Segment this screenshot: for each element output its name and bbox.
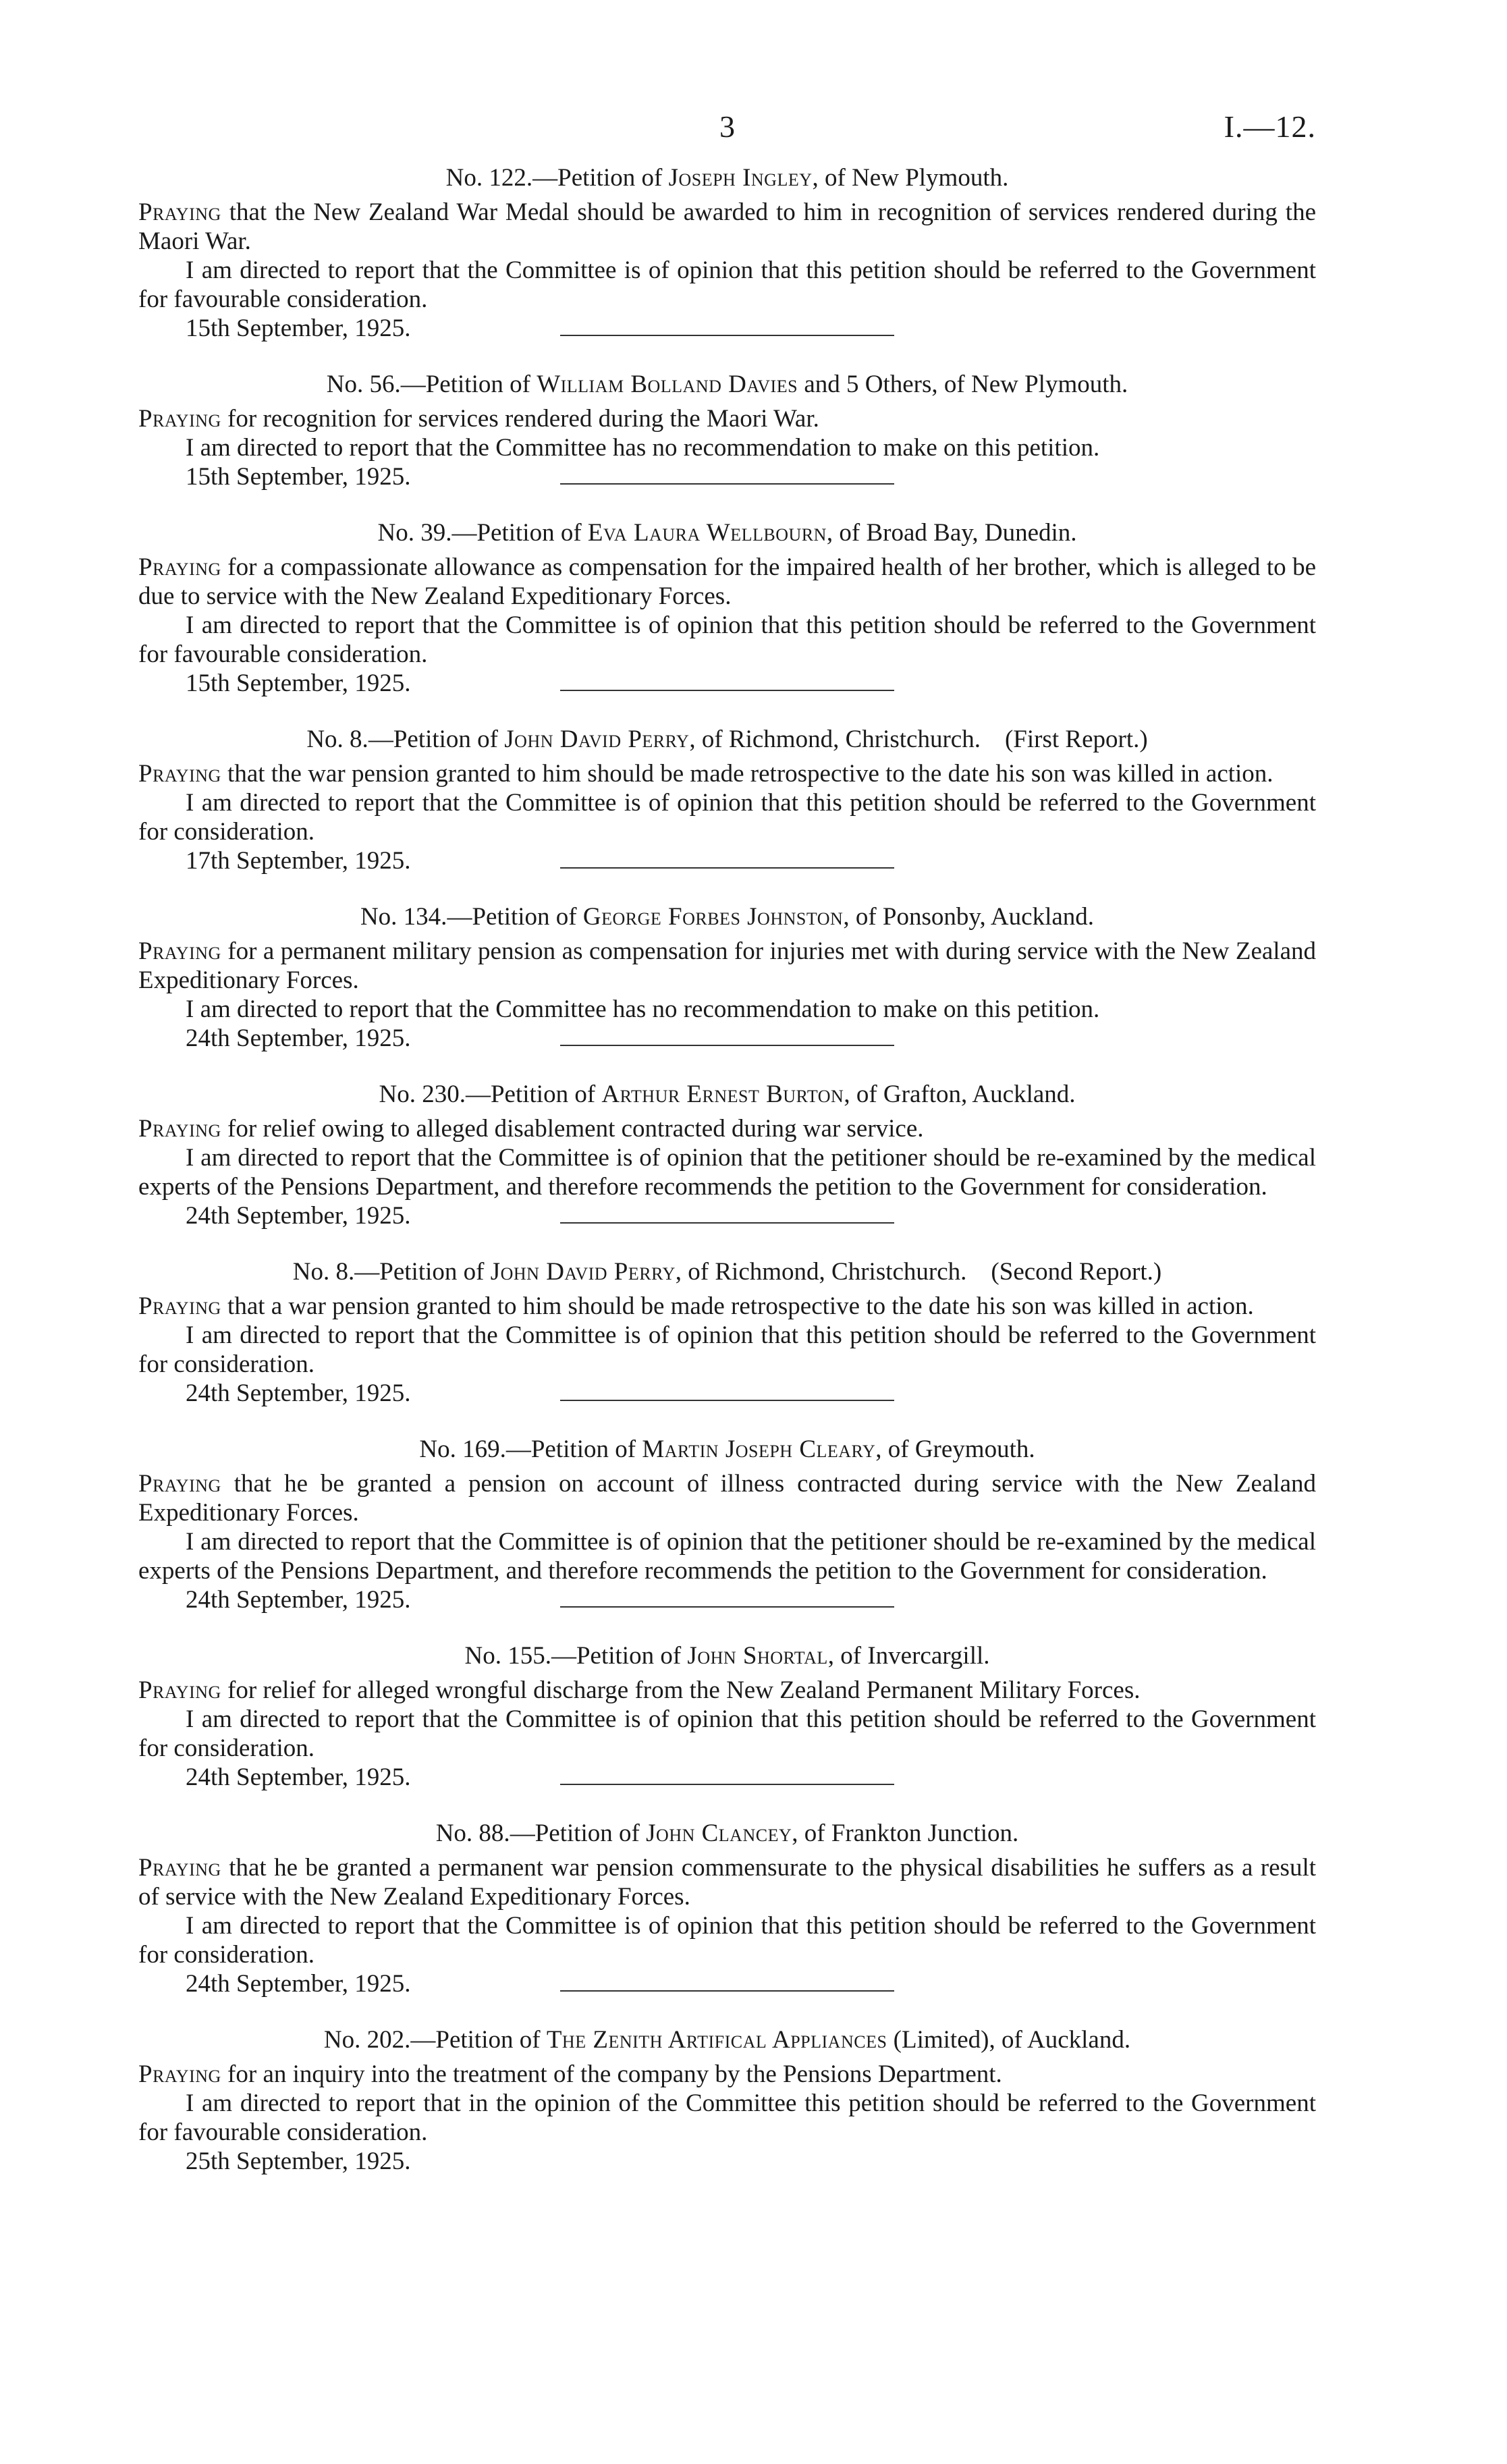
separator-rule: [560, 1045, 894, 1046]
praying-label: Praying: [138, 1470, 221, 1498]
petition-title: No. 155.—Petition of John Shortal, of Invercargill.: [464, 1642, 990, 1670]
petition-entry: [138, 370, 1316, 491]
of-label: of: [856, 1080, 877, 1108]
prayer-text: for an inquiry into the treatment of the company by the Pensions Department.: [227, 2060, 1002, 2088]
petitioner-place: Frankton Junction: [831, 1819, 1013, 1847]
petition-of-label: —Petition of: [465, 1080, 596, 1108]
prayer-text: that a war pension granted to him should be made retrospective to the date his son was killed in action.: [227, 1292, 1254, 1320]
petition-of-label: —Petition of: [551, 1642, 682, 1670]
petition-number: No. 169.: [419, 1435, 506, 1463]
petition-entry: [138, 1080, 1316, 1230]
praying-label: Praying: [138, 2060, 221, 2088]
petitioner-name: John Shortal: [687, 1642, 828, 1670]
date-row: [138, 1024, 1316, 1053]
petitioner-place: Auckland: [1027, 2026, 1124, 2054]
petition-title: No. 169.—Petition of Martin Joseph Cleary, of Greymouth.: [419, 1435, 1035, 1463]
of-label: of: [943, 371, 965, 398]
petition-title: No. 8.—Petition of John David Perry, of Richmond, Christchurch. (First Report.): [306, 725, 1148, 753]
petition-entry: [138, 1641, 1316, 1792]
petition-number: No. 122.: [445, 164, 533, 192]
petitioner-name: John Clancey: [646, 1819, 792, 1847]
petitioner-name: Arthur Ernest Burton: [601, 1080, 844, 1108]
petition-of-label: —Petition of: [400, 371, 530, 398]
report-date: 15th September, 1925.: [186, 463, 411, 491]
separator-rule: [560, 483, 894, 485]
petitioner-name: Eva Laura Wellbourn: [587, 519, 827, 547]
petitioner-place: Richmond, Christchurch: [728, 725, 975, 753]
report-date: 17th September, 1925.: [186, 847, 411, 875]
petitioner-name: John David Perry: [490, 1258, 676, 1286]
date-row: [138, 1201, 1316, 1230]
petition-of-label: —Petition of: [447, 903, 577, 931]
petition-entry: [138, 1257, 1316, 1408]
petitioner-place: Greymouth: [914, 1435, 1029, 1463]
of-label: of: [840, 1642, 862, 1670]
committee-report: I am directed to report that the Committee is of opinion that this petition should be referred to the Government for favourable consideration.: [138, 256, 1316, 313]
report-date: 15th September, 1925.: [186, 314, 411, 342]
prayer-text: that the war pension granted to him should be made retrospective to the date his son was killed in action.: [227, 760, 1273, 788]
petitioner-place: New Plymouth: [970, 371, 1122, 398]
petition-title: No. 134.—Petition of George Forbes Johnston, of Ponsonby, Auckland.: [360, 903, 1095, 931]
petitioner-place: Ponsonby, Auckland: [882, 903, 1088, 931]
petition-prayer: [138, 404, 1316, 433]
committee-report: I am directed to report that the Committee is of opinion that this petition should be referred to the Government for favourable consideration.: [138, 611, 1316, 668]
date-row: [138, 2147, 1316, 2176]
petition-prayer: [138, 937, 1316, 995]
petition-entry: [138, 725, 1316, 875]
praying-label: Praying: [138, 937, 221, 965]
petition-number: No. 8.: [292, 1258, 355, 1286]
petition-of-label: —Petition of: [532, 164, 663, 192]
petition-number: No. 230.: [379, 1080, 466, 1108]
petition-prayer: [138, 198, 1316, 256]
petition-number: No. 134.: [360, 903, 447, 931]
prayer-text: that the New Zealand War Medal should be awarded to him in recognition of services rendered during the Maori War.: [138, 198, 1316, 255]
document-reference: I.—12.: [1224, 109, 1316, 144]
report-note: (Second Report.): [991, 1258, 1162, 1286]
petition-title: No. 122.—Petition of Joseph Ingley, of New Plymouth.: [445, 164, 1009, 192]
praying-label: Praying: [138, 553, 221, 581]
petition-entry: [138, 1435, 1316, 1614]
petition-entry: [138, 518, 1316, 698]
separator-rule: [560, 1400, 894, 1401]
praying-label: Praying: [138, 1115, 221, 1143]
date-row: [138, 846, 1316, 875]
report-date: 24th September, 1925.: [186, 1763, 411, 1791]
separator-rule: [560, 1990, 894, 1992]
separator-rule: [560, 335, 894, 336]
petition-prayer: [138, 1676, 1316, 1705]
petition-number: No. 202.: [323, 2026, 411, 2054]
petition-title: No. 88.—Petition of John Clancey, of Frankton Junction.: [435, 1819, 1019, 1847]
petitioner-name: William Bolland Davies: [537, 371, 798, 398]
petitioner-name: John David Perry: [504, 725, 690, 753]
petitioner-place: New Plymouth: [852, 164, 1003, 192]
prayer-text: for relief for alleged wrongful discharge from the New Zealand Permanent Military Forces.: [227, 1676, 1141, 1704]
separator-rule: [560, 1222, 894, 1224]
separator-rule: [560, 1784, 894, 1785]
petition-number: No. 88.: [435, 1819, 510, 1847]
petition-prayer: [138, 1469, 1316, 1527]
petition-title: No. 230.—Petition of Arthur Ernest Burton, of Grafton, Auckland.: [379, 1080, 1076, 1108]
prayer-text: for a compassionate allowance as compensation for the impaired health of her brother, which is alleged to be due to service with the New Zealand Expeditionary Forces.: [138, 553, 1317, 610]
committee-report: I am directed to report that the Committee is of opinion that this petition should be referred to the Government for consideration.: [138, 1912, 1316, 1969]
of-label: of: [688, 1258, 709, 1286]
report-date: 24th September, 1925.: [186, 1024, 411, 1052]
petition-of-label: —Petition of: [354, 1258, 485, 1286]
separator-rule: [560, 1606, 894, 1608]
date-row: [138, 1969, 1316, 1998]
petitioner-name: The Zenith Artifical Appliances: [546, 2026, 887, 2054]
prayer-text: for relief owing to alleged disablement contracted during war service.: [227, 1115, 924, 1143]
praying-label: Praying: [138, 1676, 221, 1704]
report-date: 25th September, 1925.: [186, 2147, 411, 2175]
petitioner-place: Invercargill: [867, 1642, 984, 1670]
petition-entry: [138, 163, 1316, 343]
report-note: (First Report.): [1004, 725, 1148, 753]
petition-number: No. 155.: [464, 1642, 551, 1670]
petition-prayer: [138, 1853, 1316, 1911]
petitioner-place: Grafton, Auckland: [883, 1080, 1070, 1108]
petitioner-name: Martin Joseph Cleary: [642, 1435, 876, 1463]
petition-prayer: [138, 553, 1316, 611]
petition-title: No. 56.—Petition of William Bolland Davies and 5 Others, of New Plymouth.: [326, 371, 1128, 398]
petition-prayer: [138, 1114, 1316, 1143]
petition-number: No. 39.: [377, 519, 452, 547]
petition-of-label: —Petition of: [410, 2026, 541, 2054]
date-row: [138, 314, 1316, 343]
committee-report: I am directed to report that the Committee is of opinion that the petitioner should be re-examined by the medical experts of the Pensions Department, and therefore recommends the petition to the Government for consideration.: [138, 1144, 1316, 1201]
report-date: 24th September, 1925.: [186, 1202, 411, 1230]
of-label: of: [804, 1819, 825, 1847]
praying-label: Praying: [138, 1292, 221, 1320]
date-row: [138, 669, 1316, 698]
report-date: 15th September, 1925.: [186, 669, 411, 697]
date-row: [138, 1379, 1316, 1408]
praying-label: Praying: [138, 1854, 221, 1882]
petitioner-name: George Forbes Johnston: [582, 903, 844, 931]
praying-label: Praying: [138, 405, 221, 433]
petition-of-label: —Petition of: [368, 725, 499, 753]
petition-entry: [138, 1819, 1316, 1998]
committee-report: I am directed to report that the Committee is of opinion that this petition should be referred to the Government for consideration.: [138, 789, 1316, 846]
petition-prayer: [138, 759, 1316, 788]
report-date: 24th September, 1925.: [186, 1970, 411, 1998]
of-label: of: [855, 903, 877, 931]
petition-entry: [138, 902, 1316, 1053]
petition-entry: [138, 2025, 1316, 2176]
prayer-text: for a permanent military pension as compensation for injuries met with during service with the New Zealand Expeditionary Forces.: [138, 937, 1317, 994]
petition-of-label: —Petition of: [505, 1435, 636, 1463]
date-row: [138, 1585, 1316, 1614]
praying-label: Praying: [138, 198, 221, 226]
petitioner-place: Richmond, Christchurch: [715, 1258, 961, 1286]
prayer-text: for recognition for services rendered during the Maori War.: [227, 405, 819, 433]
praying-label: Praying: [138, 760, 221, 788]
petition-of-label: —Petition of: [510, 1819, 640, 1847]
committee-report: I am directed to report that the Committee is of opinion that the petitioner should be re-examined by the medical experts of the Pensions Department, and therefore recommends the petition to the Government for consideration.: [138, 1528, 1316, 1585]
report-date: 24th September, 1925.: [186, 1586, 411, 1614]
separator-rule: [560, 690, 894, 691]
petition-prayer: [138, 1292, 1316, 1321]
petition-title: No. 39.—Petition of Eva Laura Wellbourn, of Broad Bay, Dunedin.: [377, 519, 1077, 547]
committee-report: I am directed to report that the Committee is of opinion that this petition should be referred to the Government for consideration.: [138, 1321, 1316, 1378]
date-row: [138, 1763, 1316, 1792]
committee-report: I am directed to report that the Committee has no recommendation to make on this petition.: [186, 995, 1100, 1023]
prayer-text: that he be granted a permanent war pension commensurate to the physical disabilities he suffers as a result of service with the New Zealand Expeditionary Forces.: [138, 1854, 1317, 1911]
of-label: of: [839, 519, 860, 547]
petitioner-name: Joseph Ingley: [668, 164, 813, 192]
date-row: [138, 462, 1316, 491]
document-page: [138, 108, 1316, 2176]
petitioner-place: Broad Bay, Dunedin: [866, 519, 1071, 547]
separator-rule: [560, 867, 894, 869]
committee-report: I am directed to report that the Committee has no recommendation to make on this petition.: [186, 434, 1100, 462]
petition-prayer: [138, 2060, 1316, 2089]
petition-title: No. 202.—Petition of The Zenith Artifical Appliances (Limited), of Auckland.: [323, 2026, 1131, 2054]
petitioner-name-suffix: (Limited): [887, 2026, 989, 2054]
committee-report: I am directed to report that the Committee is of opinion that this petition should be referred to the Government for consideration.: [138, 1705, 1316, 1762]
of-label: of: [701, 725, 723, 753]
page-number: 3: [719, 109, 735, 144]
petition-of-label: —Petition of: [451, 519, 582, 547]
petition-list: [138, 163, 1316, 2176]
petition-title: No. 8.—Petition of John David Perry, of Richmond, Christchurch. (Second Report.): [292, 1258, 1162, 1286]
petitioner-name-suffix: and 5 Others: [798, 371, 932, 398]
prayer-text: that he be granted a pension on account of illness contracted during service with the New Zealand Expeditionary Forces.: [138, 1470, 1317, 1527]
of-label: of: [825, 164, 846, 192]
petition-number: No. 56.: [326, 371, 401, 398]
page-header: [138, 108, 1316, 162]
petition-number: No. 8.: [306, 725, 368, 753]
committee-report: I am directed to report that in the opinion of the Committee this petition should be referred to the Government for favourable consideration.: [138, 2089, 1316, 2146]
report-date: 24th September, 1925.: [186, 1379, 411, 1407]
of-label: of: [1001, 2026, 1022, 2054]
of-label: of: [887, 1435, 909, 1463]
